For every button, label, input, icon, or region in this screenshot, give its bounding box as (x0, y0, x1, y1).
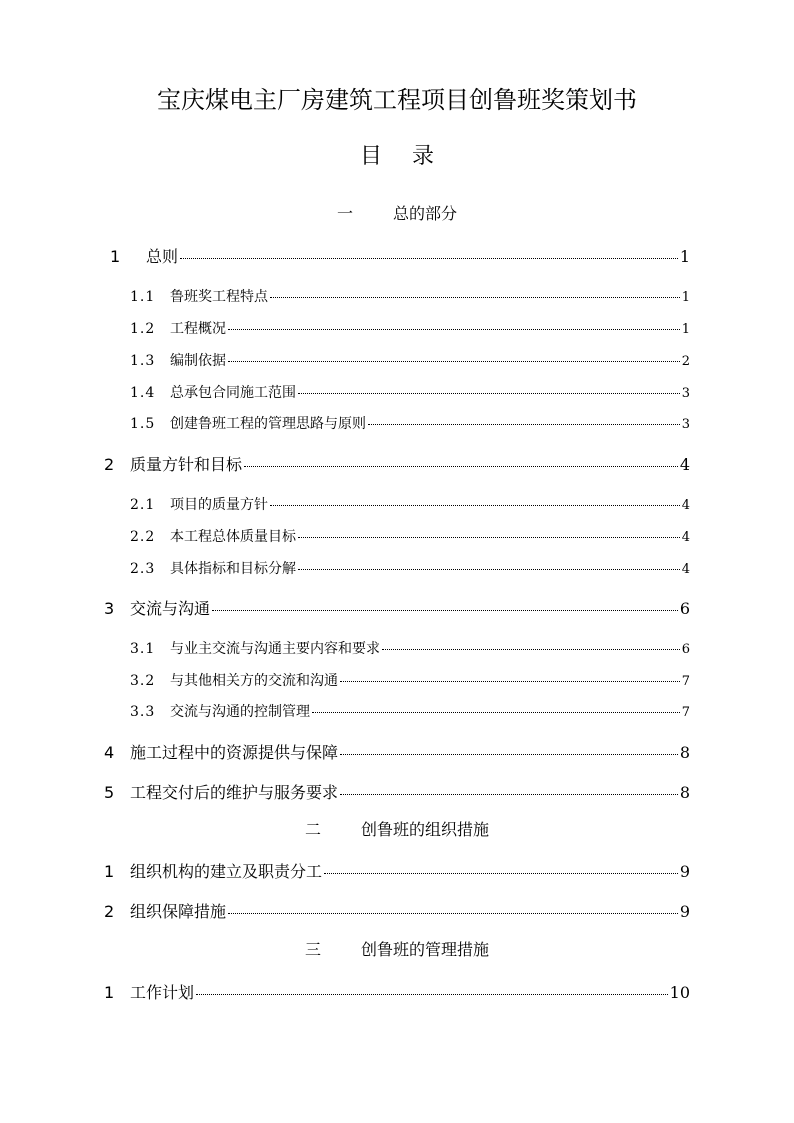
entry-label: 总则 (146, 247, 179, 266)
entry-page: 7 (681, 705, 690, 720)
toc-entry[interactable] (104, 899, 690, 922)
entry-number: 2 (104, 455, 115, 474)
entry-label: 项目的质量方针 (170, 497, 268, 513)
dot-leader (368, 424, 680, 425)
entry-page: 9 (679, 902, 690, 921)
entry-page: 8 (679, 783, 690, 802)
dot-leader (340, 754, 678, 755)
dot-leader (228, 361, 680, 362)
entry-number: 1 (110, 247, 121, 266)
entry-page: 8 (679, 743, 690, 762)
toc-subentry[interactable] (130, 318, 690, 338)
toc-subentry[interactable] (130, 382, 690, 402)
entry-page: 1 (681, 322, 690, 337)
entry-number: 2 (104, 902, 115, 921)
entry-page: 1 (679, 247, 690, 266)
entry-page: 4 (681, 530, 690, 545)
entry-number: 1.3 (130, 353, 156, 369)
toc-entry[interactable] (104, 980, 690, 1003)
entry-label: 与业主交流与沟通主要内容和要求 (170, 641, 380, 657)
dot-leader (298, 393, 680, 394)
toc-subentry[interactable] (130, 638, 690, 658)
entry-page: 6 (681, 642, 690, 657)
entry-number: 1.4 (130, 385, 156, 401)
entry-number: 1.5 (130, 416, 156, 432)
toc-entry[interactable] (104, 452, 690, 475)
entry-label: 工程交付后的维护与服务要求 (130, 783, 339, 802)
part-title: 创鲁班的组织措施 (360, 820, 489, 839)
part-title: 总的部分 (392, 204, 457, 223)
part-number: 一 (336, 204, 353, 223)
dot-leader (382, 649, 680, 650)
dot-leader (228, 913, 678, 914)
entry-page: 3 (681, 417, 690, 432)
toc-subentry[interactable] (130, 350, 690, 370)
dot-leader (212, 610, 678, 611)
entry-label: 创建鲁班工程的管理思路与原则 (170, 416, 366, 432)
toc-subentry[interactable] (130, 701, 690, 721)
entry-page: 4 (681, 498, 690, 513)
entry-label: 工作计划 (130, 983, 195, 1002)
entry-label: 交流与沟通 (130, 599, 211, 618)
entry-label: 鲁班奖工程特点 (170, 289, 268, 305)
dot-leader (340, 681, 680, 682)
part-number: 三 (304, 940, 321, 959)
toc-entry[interactable] (104, 596, 690, 619)
toc-entry[interactable] (104, 780, 690, 803)
part-title: 创鲁班的管理措施 (360, 940, 489, 959)
dot-leader (298, 537, 680, 538)
dot-leader (244, 466, 678, 467)
entry-label: 与其他相关方的交流和沟通 (170, 673, 338, 689)
entry-number: 3.2 (130, 673, 156, 689)
entry-label: 交流与沟通的控制管理 (170, 704, 310, 720)
entry-page: 4 (681, 562, 690, 577)
entry-label: 编制依据 (170, 353, 226, 369)
entry-page: 3 (681, 386, 690, 401)
entry-label: 总承包合同施工范围 (170, 385, 296, 401)
entry-label: 具体指标和目标分解 (170, 561, 296, 577)
entry-label: 施工过程中的资源提供与保障 (130, 743, 339, 762)
toc-subentry[interactable] (130, 494, 690, 514)
entry-label: 本工程总体质量目标 (170, 529, 296, 545)
entry-page: 6 (679, 599, 690, 618)
entry-page: 7 (681, 674, 690, 689)
part-heading (0, 203, 794, 225)
entry-number: 1.1 (130, 289, 156, 305)
entry-page: 10 (669, 983, 690, 1002)
dot-leader (324, 873, 678, 874)
entry-page: 1 (681, 290, 690, 305)
entry-label: 质量方针和目标 (130, 455, 243, 474)
entry-page: 2 (681, 354, 690, 369)
entry-number: 3 (104, 599, 115, 618)
toc-subentry[interactable] (130, 558, 690, 578)
dot-leader (270, 297, 680, 298)
entry-page: 9 (679, 862, 690, 881)
entry-number: 3.3 (130, 704, 156, 720)
toc-subentry[interactable] (130, 526, 690, 546)
toc-entry[interactable] (104, 244, 690, 267)
entry-label: 工程概况 (170, 321, 226, 337)
entry-label: 组织保障措施 (130, 902, 227, 921)
part-heading (0, 819, 794, 841)
entry-number: 2.2 (130, 529, 156, 545)
toc-subentry[interactable] (130, 413, 690, 433)
entry-number: 3.1 (130, 641, 156, 657)
toc-entry[interactable] (104, 859, 690, 882)
dot-leader (180, 258, 678, 259)
entry-number: 5 (104, 783, 115, 802)
toc-title: 目录 (359, 144, 464, 169)
dot-leader (270, 505, 680, 506)
dot-leader (312, 712, 680, 713)
entry-number: 1 (104, 862, 115, 881)
dot-leader (228, 329, 680, 330)
dot-leader (298, 569, 680, 570)
entry-number: 2.3 (130, 561, 156, 577)
dot-leader (340, 794, 678, 795)
entry-page: 4 (679, 455, 690, 474)
part-number: 二 (304, 820, 321, 839)
document-title: 宝庆煤电主厂房建筑工程项目创鲁班奖策划书 (157, 86, 637, 114)
entry-number: 1.2 (130, 321, 156, 337)
toc-entry[interactable] (104, 740, 690, 763)
entry-number: 1 (104, 983, 115, 1002)
entry-number: 4 (104, 743, 115, 762)
entry-number: 2.1 (130, 497, 156, 513)
toc-subentry[interactable] (130, 286, 690, 306)
toc-subentry[interactable] (130, 670, 690, 690)
dot-leader (196, 994, 668, 995)
entry-label: 组织机构的建立及职责分工 (130, 862, 323, 881)
part-heading (0, 939, 794, 961)
